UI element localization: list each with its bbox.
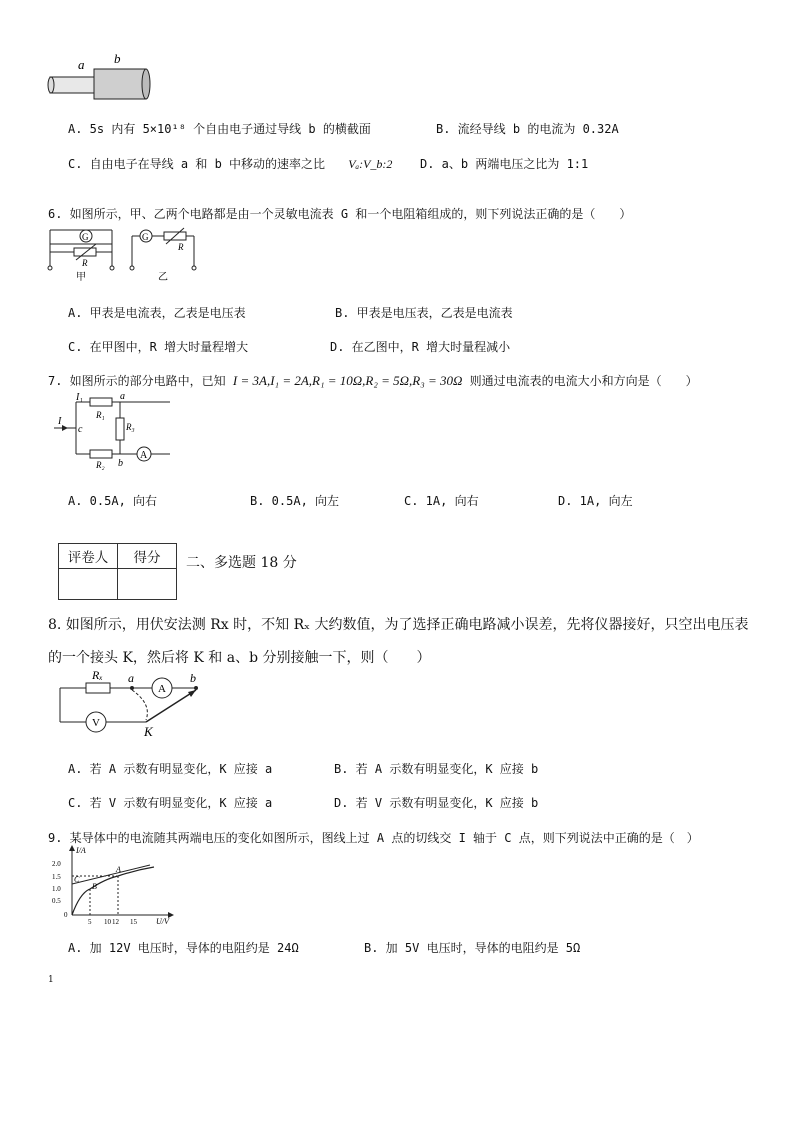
- q9-option-a[interactable]: A. 加 12V 电压时，导体的电阻约是 24Ω: [68, 941, 299, 955]
- q9-graph-xtick-10: 10: [104, 918, 111, 926]
- q8-figure: [56, 670, 216, 738]
- q6-stem: 6. 如图所示，甲、乙两个电路都是由一个灵敏电流表 G 和一个电阻箱组成的，则下列说法正确的是（ ）: [48, 207, 632, 221]
- score-table-cell-score[interactable]: [118, 569, 177, 600]
- q9-graph-xlabel: U/V: [156, 917, 169, 926]
- q6-yi-caption: 乙: [158, 272, 168, 283]
- q7-figure: [50, 390, 180, 470]
- q6-option-d[interactable]: D. 在乙图中，R 增大时量程减小: [330, 340, 511, 354]
- q9-graph-origin: 0: [64, 911, 68, 919]
- q5-option-c[interactable]: [68, 155, 392, 172]
- q8-fig-a: a: [128, 671, 134, 685]
- wire-label-b: b: [114, 51, 121, 66]
- q5-option-c-text: C. 自由电子在导线 a 和 b 中移动的速率之比: [68, 157, 326, 171]
- q8-fig-k: K: [144, 724, 153, 739]
- q8-stem-line1: 8. 如图所示，用伏安法测 Rx 时，不知 Rₓ 大约数值，为了选择正确电路减小误差，先将仪器接好，只空出电压表: [48, 617, 749, 633]
- q7-fig-b: b: [118, 458, 123, 469]
- q7-stem-formula: I = 3A,I₁ = 2A,R₁ = 10Ω,R₂ = 5Ω,R₃ = 30Ω: [232, 373, 463, 388]
- page-number: 1: [48, 975, 54, 985]
- q8-fig-b: b: [190, 671, 196, 685]
- q8-option-a[interactable]: A. 若 A 示数有明显变化，K 应接 a: [68, 762, 273, 776]
- q7-fig-r2: R₂: [96, 460, 105, 470]
- q9-graph-ytick-0-5: 0.5: [52, 897, 61, 905]
- q9-graph-ytick-1-0: 1.0: [52, 885, 61, 893]
- q9-graph-point-a: A: [116, 865, 121, 874]
- q5-option-c-formula: Vₐ:V_b:2: [348, 157, 393, 171]
- q9-graph-xtick-5: 5: [88, 918, 92, 926]
- q6-option-a[interactable]: A. 甲表是电流表，乙表是电压表: [68, 306, 246, 320]
- q5-option-a[interactable]: A. 5s 内有 5×10¹⁸ 个自由电子通过导线 b 的横截面: [68, 122, 371, 136]
- q9-graph-ytick-1-5: 1.5: [52, 873, 61, 881]
- q7-stem: [48, 372, 698, 389]
- q8-stem-line2: 的一个接头 K，然后将 K 和 a、b 分别接触一下，则（ ）: [48, 650, 431, 666]
- score-table-cell-grader[interactable]: [59, 569, 118, 600]
- q9-stem: 9. 某导体中的电流随其两端电压的变化如图所示，图线上过 A 点的切线交 I 轴于 C 点，则下列说法中正确的是（ ）: [48, 831, 699, 845]
- q8-option-b[interactable]: B. 若 A 示数有明显变化，K 应接 b: [334, 762, 539, 776]
- wire-figure: [48, 51, 158, 105]
- q5-option-d[interactable]: D. a、b 两端电压之比为 1:1: [420, 157, 589, 171]
- q7-fig-r1: R₁: [96, 410, 105, 420]
- q6-option-b[interactable]: B. 甲表是电压表，乙表是电流表: [335, 306, 513, 320]
- q7-option-b[interactable]: B. 0.5A, 向左: [250, 494, 340, 508]
- q8-option-c[interactable]: C. 若 V 示数有明显变化，K 应接 a: [68, 796, 273, 810]
- q7-option-c[interactable]: C. 1A, 向右: [404, 494, 479, 508]
- q6-option-c[interactable]: C. 在甲图中，R 增大时量程增大: [68, 340, 249, 354]
- section-2-title: 二、多选题 18 分: [186, 555, 297, 571]
- score-table: [58, 543, 177, 600]
- q8-fig-voltmeter: V: [92, 717, 100, 729]
- q8-fig-ammeter: A: [158, 683, 166, 695]
- q6-jia-g: G: [82, 232, 89, 242]
- q7-stem-a: 7. 如图所示的部分电路中，已知: [48, 374, 226, 388]
- q5-option-b[interactable]: B. 流经导线 b 的电流为 0.32A: [436, 122, 619, 136]
- q9-graph-point-b: B: [92, 882, 97, 891]
- q9-graph-point-c: C: [74, 875, 80, 884]
- q9-graph-xtick-12: 12: [112, 918, 119, 926]
- q9-graph-ytick-2-0: 2.0: [52, 860, 61, 868]
- q6-yi-r: R: [178, 242, 184, 252]
- q7-option-a[interactable]: A. 0.5A, 向右: [68, 494, 158, 508]
- wire-label-a: a: [78, 57, 85, 72]
- q6-yi-g: G: [142, 232, 149, 242]
- q9-graph-xtick-15: 15: [130, 918, 137, 926]
- q7-stem-b: 则通过电流表的电流大小和方向是（ ）: [469, 374, 698, 388]
- q6-jia-caption: 甲: [76, 272, 86, 283]
- q7-fig-ammeter: A: [140, 450, 148, 461]
- q7-option-d[interactable]: D. 1A, 向左: [558, 494, 633, 508]
- score-table-col1: 评卷人: [59, 544, 118, 569]
- q7-fig-c: c: [78, 424, 83, 435]
- q7-fig-a: a: [120, 391, 125, 402]
- q6-figure-yi: [128, 226, 198, 284]
- q6-jia-r: R: [82, 258, 88, 268]
- score-table-col2: 得分: [118, 544, 177, 569]
- q6-figure-jia: [46, 226, 116, 284]
- q8-fig-rx: Rₓ: [92, 668, 103, 682]
- q7-fig-i: I: [58, 416, 62, 427]
- q9-graph: [50, 845, 180, 925]
- q9-graph-ylabel: I/A: [76, 846, 86, 855]
- q9-option-b[interactable]: B. 加 5V 电压时，导体的电阻约是 5Ω: [364, 941, 581, 955]
- q7-fig-i1: I₁: [76, 392, 83, 403]
- q7-fig-r3: R₃: [126, 422, 135, 432]
- q8-option-d[interactable]: D. 若 V 示数有明显变化，K 应接 b: [334, 796, 539, 810]
